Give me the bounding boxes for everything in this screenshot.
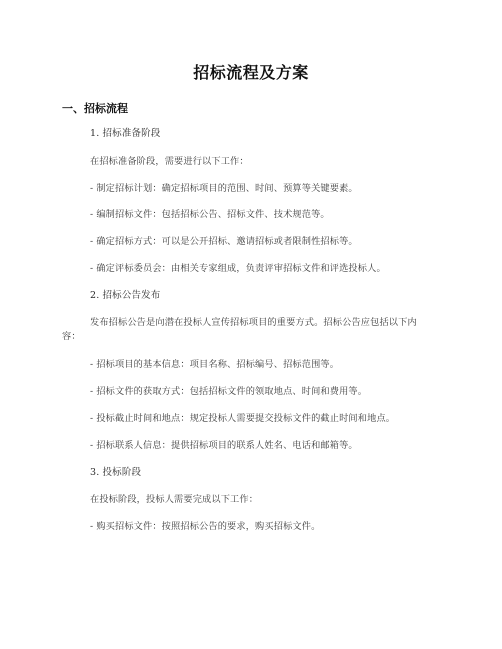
- document-title: 招标流程及方案: [193, 63, 309, 82]
- paragraph-preparation-intro: 在招标准备阶段，需要进行以下工作：: [90, 156, 249, 167]
- list-item: - 确定招标方式：可以是公开招标、邀请招标或者限制性招标等。: [90, 236, 358, 247]
- list-item: - 编制招标文件：包括招标公告、招标文件、技术规范等。: [90, 209, 330, 220]
- list-item: - 购买招标文件：按照招标公告的要求，购买招标文件。: [90, 521, 321, 532]
- list-item: - 招标项目的基本信息：项目名称、招标编号、招标范围等。: [90, 359, 340, 370]
- subsection-heading-bidding: 3. 投标阶段: [90, 467, 142, 478]
- list-item: - 招标联系人信息：提供招标项目的联系人姓名、电话和邮箱等。: [90, 440, 358, 451]
- list-item: - 确定评标委员会：由相关专家组成，负责评审招标文件和评选投标人。: [90, 263, 386, 274]
- subsection-heading-announcement: 2. 招标公告发布: [90, 290, 161, 301]
- paragraph-bidding-intro: 在投标阶段，投标人需要完成以下工作：: [90, 494, 259, 505]
- list-item: - 招标文件的获取方式：包括招标文件的领取地点、时间和费用等。: [90, 386, 368, 397]
- subsection-heading-preparation: 1. 招标准备阶段: [90, 128, 161, 139]
- section-heading-bidding-process: 一、招标流程: [62, 102, 128, 115]
- paragraph-announcement-intro: 发布招标公告是向潜在投标人宣传招标项目的重要方式。招标公告应包括以下内容：: [62, 317, 417, 342]
- list-item: - 制定招标计划：确定招标项目的范围、时间、预算等关键要素。: [90, 183, 358, 194]
- list-item: - 投标截止时间和地点：规定投标人需要提交投标文件的截止时间和地点。: [90, 413, 396, 424]
